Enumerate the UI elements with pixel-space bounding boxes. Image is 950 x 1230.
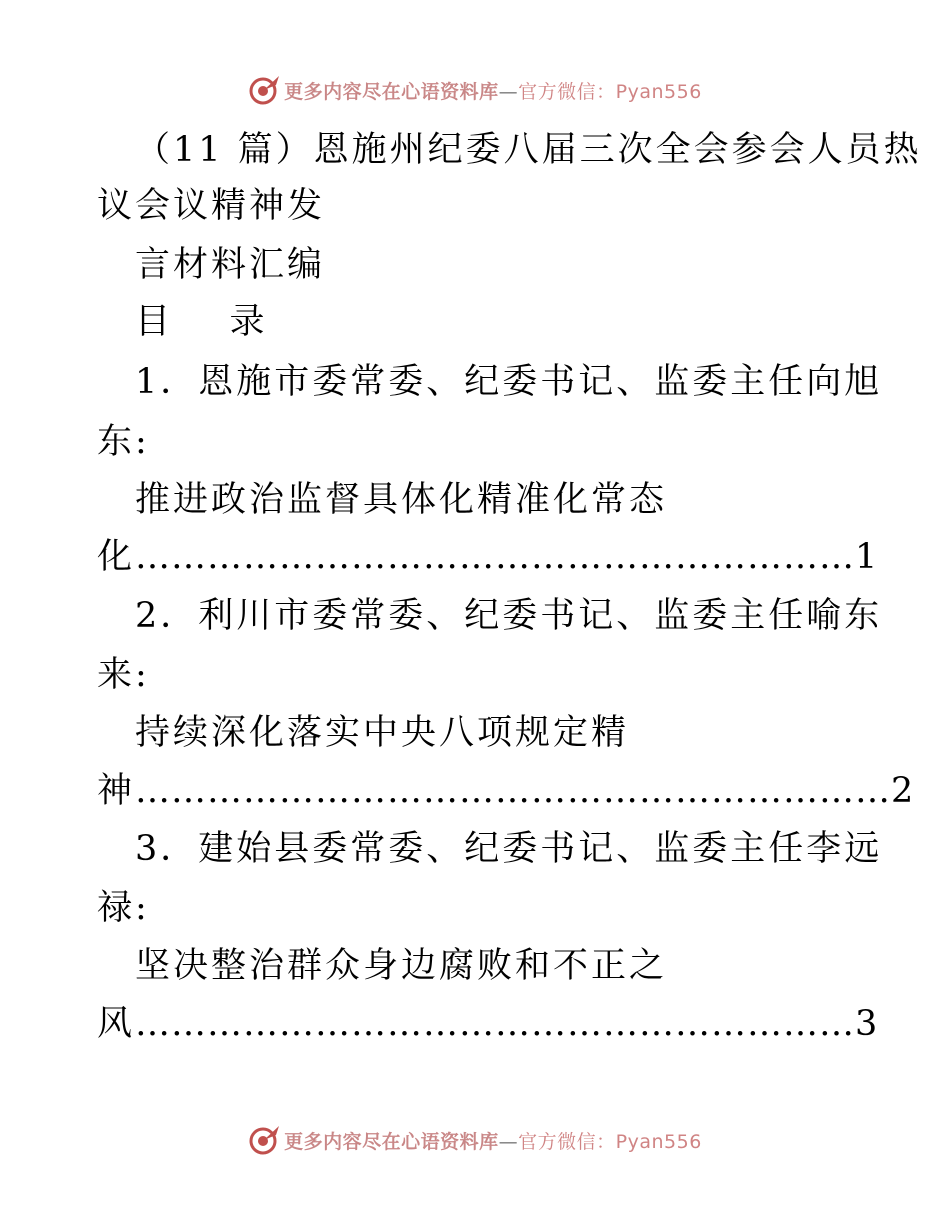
toc-entry-1-topic-end: 化 [97,537,136,577]
toc-entry-3-heading: 3．建始县委常委、纪委书记、监委主任李远 [135,829,883,869]
toc-entry-3-leader: …………………………………………………… [135,1004,856,1044]
toc-entry-2-topic: 持续深化落实中央八项规定精 [135,713,630,753]
toc-entry-3-heading-cont: 禄: [97,888,150,928]
watermark-separator: — [498,80,519,103]
quill-seal-icon [248,1123,282,1157]
toc-entry-3-page: 3 [855,1004,881,1044]
toc-entry-1-page: 1 [855,537,881,577]
watermark-brand: 更多内容尽在心语资料库 [284,1130,499,1153]
document-title-line-2: 议会议精神发 [97,186,326,226]
toc-entry-3-topic-end: 风 [97,1004,136,1044]
watermark-brand: 更多内容尽在心语资料库 [284,80,499,103]
toc-entry-2-leader: ……………………………………………………… [135,771,892,811]
toc-entry-2-leader-row[interactable] [97,771,916,811]
watermark-wechat: 官方微信：Pyan556 [518,80,702,103]
footer-watermark [0,1120,950,1160]
toc-entry-3-leader-row[interactable] [97,1004,880,1044]
toc-entry-1-leader-row[interactable] [97,537,880,577]
watermark-text [284,77,702,104]
toc-entry-1-leader: …………………………………………………… [135,537,856,577]
quill-seal-icon [248,73,282,107]
toc-entry-2-topic-end: 神 [97,771,136,811]
watermark-separator: — [498,1130,519,1153]
document-title-line-1: （11 篇）恩施州纪委八届三次全会参会人员热 [135,130,922,170]
header-watermark [0,70,950,110]
toc-entry-1-heading-cont: 东: [97,422,150,462]
watermark-wechat: 官方微信：Pyan556 [518,1130,702,1153]
watermark-text [284,1127,702,1154]
toc-entry-2-page: 2 [891,771,917,811]
toc-entry-2-heading-cont: 来: [97,655,150,695]
toc-heading: 目 录 [135,302,268,342]
document-title-line-3: 言材料汇编 [135,245,326,285]
toc-entry-3-topic: 坚决整治群众身边腐败和不正之 [135,946,668,986]
toc-entry-1-heading: 1．恩施市委常委、纪委书记、监委主任向旭 [135,362,883,402]
toc-entry-2-heading: 2．利川市委常委、纪委书记、监委主任喻东 [135,596,883,636]
toc-entry-1-topic: 推进政治监督具体化精准化常态 [135,480,668,520]
